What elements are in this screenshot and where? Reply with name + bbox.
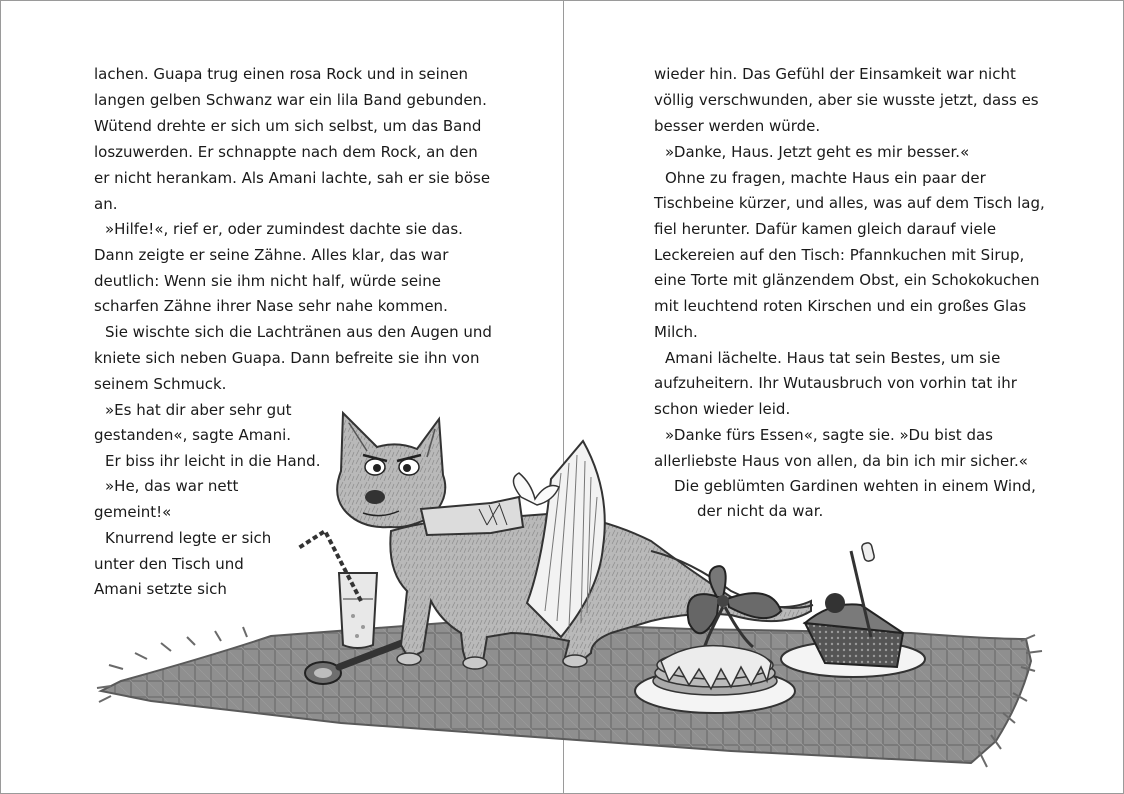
- text-line: seinem Schmuck.: [94, 375, 227, 393]
- text-line: lachen. Guapa trug einen rosa Rock und in seinen: [94, 65, 469, 83]
- text-line: aufzuheitern. Ihr Wutausbruch von vorhin tat ihr: [654, 374, 1017, 392]
- text-line: Dann zeigte er seine Zähne. Alles klar, das war: [94, 246, 449, 264]
- text-line: Knurrend legte er sich: [105, 529, 272, 547]
- text-line: Milch.: [654, 323, 698, 341]
- text-line: »Danke, Haus. Jetzt geht es mir besser.«: [665, 143, 970, 161]
- text-line: »He, das war nett: [105, 477, 239, 495]
- text-line: kniete sich neben Guapa. Dann befreite sie ihn von: [94, 349, 480, 367]
- text-line: schon wieder leid.: [654, 400, 791, 418]
- text-line: er nicht herankam. Als Amani lachte, sah er sie böse: [94, 169, 491, 187]
- text-line: loszuwerden. Er schnappte nach dem Rock, an den: [94, 143, 478, 161]
- text-line: Die geblümten Gardinen wehten in einem Wind,: [674, 477, 1036, 495]
- text-line: Amani lächelte. Haus tat sein Bestes, um sie: [665, 349, 1001, 367]
- text-line: allerliebste Haus von allen, da bin ich mir sicher.«: [654, 452, 1028, 470]
- text-line: völlig verschwunden, aber sie wusste jetzt, dass es: [654, 91, 1039, 109]
- text-line: langen gelben Schwanz war ein lila Band gebunden.: [94, 91, 487, 109]
- text-line: Ohne zu fragen, machte Haus ein paar der: [665, 169, 986, 187]
- text-line: an.: [94, 195, 118, 213]
- text-line: Er biss ihr leicht in die Hand.: [105, 452, 321, 470]
- text-line: Leckereien auf den Tisch: Pfannkuchen mit Sirup,: [654, 246, 1025, 264]
- text-line: »Danke fürs Essen«, sagte sie. »Du bist das: [665, 426, 993, 444]
- text-line: Tischbeine kürzer, und alles, was auf dem Tisch lag,: [654, 194, 1045, 212]
- text-line: »Es hat dir aber sehr gut: [105, 401, 292, 419]
- text-line: gemeint!«: [94, 503, 172, 521]
- text-line: gestanden«, sagte Amani.: [94, 426, 292, 444]
- illustration-picnic-scene: [91, 401, 1051, 791]
- text-line: Sie wischte sich die Lachtränen aus den Augen und: [105, 323, 492, 341]
- text-line: der nicht da war.: [697, 502, 824, 520]
- text-line: deutlich: Wenn sie ihm nicht half, würde seine: [94, 272, 441, 290]
- text-line: scharfen Zähne ihrer Nase sehr nahe kommen.: [94, 297, 448, 315]
- text-line: eine Torte mit glänzendem Obst, ein Schokokuchen: [654, 271, 1040, 289]
- text-line: mit leuchtend roten Kirschen und ein großes Glas: [654, 297, 1027, 315]
- text-line: »Hilfe!«, rief er, oder zumindest dachte sie das.: [105, 220, 463, 238]
- text-line: Wütend drehte er sich um sich selbst, um das Band: [94, 117, 482, 135]
- text-line: besser werden würde.: [654, 117, 821, 135]
- text-line: wieder hin. Das Gefühl der Einsamkeit war nicht: [654, 65, 1016, 83]
- text-line: Amani setzte sich: [94, 580, 227, 598]
- text-line: fiel herunter. Dafür kamen gleich darauf viele: [654, 220, 997, 238]
- text-line: unter den Tisch und: [94, 555, 244, 573]
